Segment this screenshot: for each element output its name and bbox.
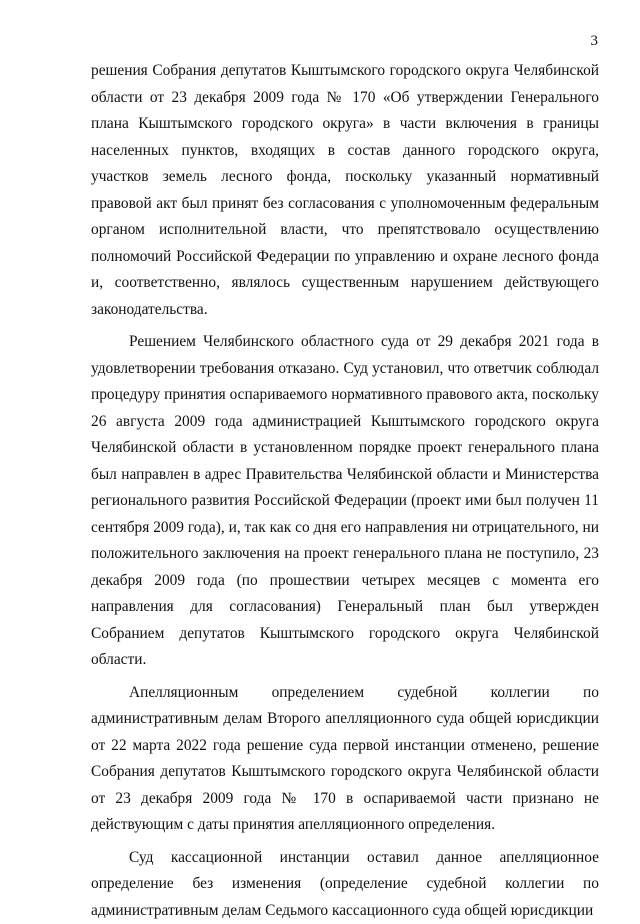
document-body <box>91 58 599 924</box>
paragraph-regional-court-decision: Решением Челябинского областного суда от 29 декабря 2021 года в удовлетворении требования отказано. Суд установил, что ответчик соблюдал процедуру принятия оспариваемого нормативного правового акта, поскольку 26 августа 2009 года администрацией Кыштымского городского округа Челябинской области в установленном порядке проект генерального плана был направлен в адрес Правительства Челябинской области и Министерства регионального развития Российской Федерации (проект ими был получен 11 сентября 2009 года), и, так как со дня его направления ни отрицательного, ни положительного заключения на проект генерального плана не поступило, 23 декабря 2009 года (по прошествии четырех месяцев с момента его направления для согласования) Генеральный план был утвержден Собранием депутатов Кыштымского городского округа Челябинской области. <box>91 329 599 674</box>
paragraph-cassation-ruling: Суд кассационной инстанции оставил данное апелляционное определение без изменения (определение судебной коллегии по административным делам Седьмого кассационного суда общей юрисдикции <box>91 845 599 924</box>
page-number: 3 <box>591 34 599 49</box>
paragraph-continuation: решения Собрания депутатов Кыштымского городского округа Челябинской области от 23 декабря 2009 года № 170 «Об утверждении Генерального плана Кыштымского городского округа» в части включения в границы населенных пунктов, входящих в состав данного городского округа, участков земель лесного фонда, поскольку указанный нормативный правовой акт был принят без согласования с уполномоченным федеральным органом исполнительной власти, что препятствовало осуществлению полномочий Российской Федерации по управлению и охране лесного фонда и, соответственно, являлось существенным нарушением действующего законодательства. <box>91 58 599 323</box>
paragraph-appeal-ruling: Апелляционным определением судебной коллегии по административным делам Второго апелляционного суда общей юрисдикции от 22 марта 2022 года решение суда первой инстанции отменено, решение Собрания депутатов Кыштымского городского округа Челябинской области от 23 декабря 2009 года № 170 в оспариваемой части признано не действующим с даты принятия апелляционного определения. <box>91 680 599 839</box>
